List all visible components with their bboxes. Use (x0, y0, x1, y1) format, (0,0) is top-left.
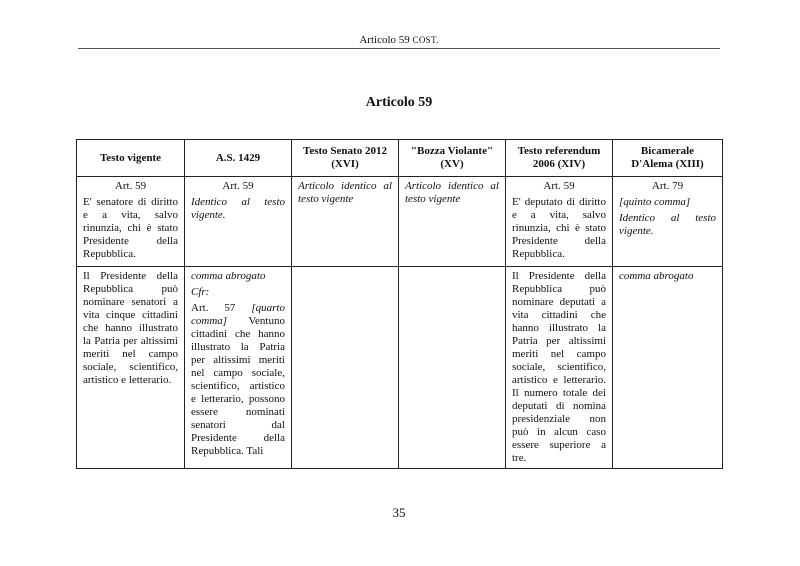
table-cell (185, 267, 292, 469)
column-header-testo-referendum (506, 140, 613, 177)
table-cell (292, 177, 399, 267)
table-cell (506, 267, 613, 469)
column-header-as-1429 (185, 140, 292, 177)
table-cell (77, 177, 185, 267)
column-header-testo-senato-2012 (292, 140, 399, 177)
column-header-sublabel: (XVI) (331, 158, 359, 170)
comma-reference: [quinto comma] (619, 196, 691, 208)
article-text: Il Presidente della Repubblica può nominare senatori a vita cinque cittadini che hanno illustrato la Patria per altissimi meriti nel campo sociale, scientifico, artistico e letterario. (83, 270, 178, 386)
cross-reference-text (191, 302, 285, 458)
table-cell (77, 267, 185, 469)
column-header-bicamerale (613, 140, 723, 177)
article-number: Art. 79 (651, 180, 684, 192)
table-cell (613, 177, 723, 267)
column-header-label: Bicamerale (640, 145, 695, 157)
page-title: Articolo 59 (365, 95, 433, 110)
article-text: Identico al testo vigente. (191, 196, 285, 221)
cfr-label: Cfr: (191, 286, 210, 298)
table-row (77, 267, 723, 469)
running-header-abbrev: COST. (412, 35, 439, 45)
column-header-label: Testo vigente (99, 151, 161, 164)
table-row (77, 177, 723, 267)
article-number: Art. 59 (114, 180, 147, 192)
running-header (78, 34, 720, 46)
page-number: 35 (392, 505, 406, 520)
column-header-bozza-violante (399, 140, 506, 177)
running-header-title: Articolo 59 (359, 34, 410, 46)
column-header-label: Testo Senato 2012 (303, 145, 387, 157)
column-header-label: "Bozza Violante" (410, 145, 494, 157)
article-text: Il Presidente della Repubblica può nominare deputati a vita cittadini che hanno illustrato la Patria per altissimi meriti nel campo sociale, scientifico, artistico e letterario. Il numero totale dei deputati di nomina presidenziale non può in alcun caso essere superiore a tre. (512, 270, 606, 464)
comma-abrogato-note: comma abrogato (191, 270, 266, 282)
table-header-row (77, 140, 723, 177)
comma-abrogato-note: comma abrogato (619, 270, 694, 282)
article-text: Articolo identico al testo vigente (298, 180, 392, 205)
article-text: E' senatore di diritto e a vita, salvo rinunzia, chi è stato Presidente della Repubblica. (83, 196, 178, 260)
table-cell (185, 177, 292, 267)
comparison-table (76, 139, 723, 469)
table-cell (399, 177, 506, 267)
article-text: Identico al testo vigente. (619, 212, 716, 237)
article-text: E' deputato di diritto e a vita, salvo rinunzia, chi è stato Presidente della Repubblica. (512, 196, 606, 260)
table-cell (506, 177, 613, 267)
header-rule (78, 48, 720, 49)
column-header-sublabel: (XV) (440, 158, 464, 170)
article-number: Art. 59 (543, 180, 575, 192)
reference-text: Ventuno cittadini che hanno illustrato la Patria per altissimi meriti nel campo sociale, scientifico, artistico e letterario, possono essere nominati senatori dal Presidente della Repubblica. Tali (191, 315, 285, 457)
column-header-testo-vigente (77, 140, 185, 177)
article-text: Articolo identico al testo vigente (405, 180, 499, 205)
table-cell (613, 267, 723, 469)
article-number: Art. 59 (222, 180, 254, 192)
column-header-sublabel: 2006 (XIV) (532, 158, 586, 170)
column-header-sublabel: D'Alema (XIII) (631, 158, 704, 170)
column-header-label: Testo referendum (517, 145, 601, 157)
column-header-label: A.S. 1429 (215, 151, 261, 164)
table-cell (292, 267, 399, 469)
reference-comma: [quarto comma] (191, 302, 285, 327)
reference-article: Art. 57 (191, 302, 236, 314)
table-cell (399, 267, 506, 469)
